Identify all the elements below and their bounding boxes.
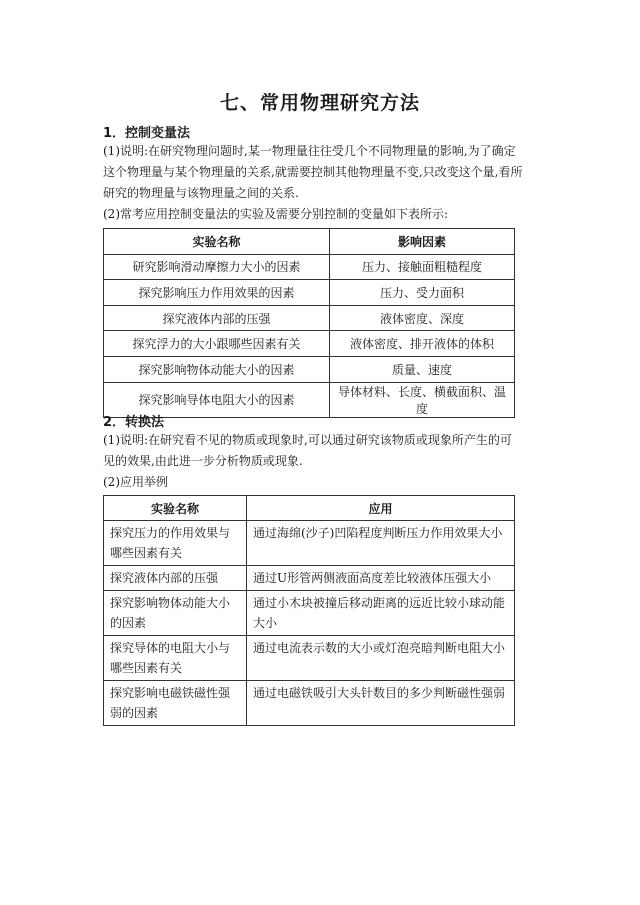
table-cell: 探究影响物体动能大小的因素: [104, 356, 330, 382]
table-cell: 探究影响物体动能大小的因素: [104, 591, 247, 636]
table-cell: 探究液体内部的压强: [104, 305, 330, 331]
table-cell: 液体密度、排开液体的体积: [330, 331, 515, 357]
table-row: [104, 681, 515, 726]
control-variable-table: [103, 228, 515, 418]
table-header-cell: 实验名称: [104, 496, 247, 521]
table-cell: 探究液体内部的压强: [104, 566, 247, 591]
table-cell: 研究影响滑动摩擦力大小的因素: [104, 254, 330, 280]
table-cell: 通过电流表示数的大小或灯泡亮暗判断电阻大小: [247, 636, 515, 681]
table-cell: 探究影响压力作用效果的因素: [104, 280, 330, 306]
page-title: 七、常用物理研究方法: [219, 92, 420, 114]
table-row: [104, 382, 515, 417]
table-row: [104, 521, 515, 566]
table-cell: 通过海绵(沙子)凹陷程度判断压力作用效果大小: [247, 521, 515, 566]
table-cell: 探究浮力的大小跟哪些因素有关: [104, 331, 330, 357]
table-cell: 通过电磁铁吸引大头针数目的多少判断磁性强弱: [247, 681, 515, 726]
table-row: [104, 356, 515, 382]
table-row: [104, 280, 515, 306]
table-cell: 探究导体的电阻大小与哪些因素有关: [104, 636, 247, 681]
table-row: [104, 331, 515, 357]
table-row: [104, 636, 515, 681]
table-cell: 液体密度、深度: [330, 305, 515, 331]
table-row: [104, 591, 515, 636]
table-row: [104, 305, 515, 331]
table-cell: 导体材料、长度、横截面积、温度: [330, 382, 515, 417]
table-cell: 压力、接触面粗糙程度: [330, 254, 515, 280]
section1-description: (1)说明:在研究物理问题时,某一物理量往往受几个不同物理量的影响,为了确定这个物理量与某个物理量的关系,就需要控制其他物理量不变,只改变这个量,看所研究的物理量与该物理量之间的关系.: [103, 144, 523, 200]
section2-description: (1)说明:在研究看不见的物质或现象时,可以通过研究该物质或现象所产生的可见的效果,由此进一步分析物质或现象.: [103, 433, 512, 468]
section1-table-intro: (2)常考应用控制变量法的实验及需要分别控制的变量如下表所示:: [103, 207, 449, 221]
table-cell: 探究影响导体电阻大小的因素: [104, 382, 330, 417]
section-heading-control-variable: 1．控制变量法: [103, 126, 191, 141]
table-cell: 压力、受力面积: [330, 280, 515, 306]
table-header-cell: 影响因素: [330, 229, 515, 255]
table-cell: 通过U形管两侧液面高度差比较液体压强大小: [247, 566, 515, 591]
table-header-row: [104, 229, 515, 255]
table-header-row: [104, 496, 515, 521]
table-header-cell: 实验名称: [104, 229, 330, 255]
section2-table-intro: (2)应用举例: [103, 475, 168, 489]
conversion-method-table: [103, 495, 515, 726]
table-row: [104, 566, 515, 591]
table-cell: 探究压力的作用效果与哪些因素有关: [104, 521, 247, 566]
table-header-cell: 应用: [247, 496, 515, 521]
section-heading-conversion: 2．转换法: [103, 415, 165, 430]
table-cell: 探究影响电磁铁磁性强弱的因素: [104, 681, 247, 726]
table-row: [104, 254, 515, 280]
table-cell: 质量、速度: [330, 356, 515, 382]
table-cell: 通过小木块被撞后移动距离的远近比较小球动能大小: [247, 591, 515, 636]
